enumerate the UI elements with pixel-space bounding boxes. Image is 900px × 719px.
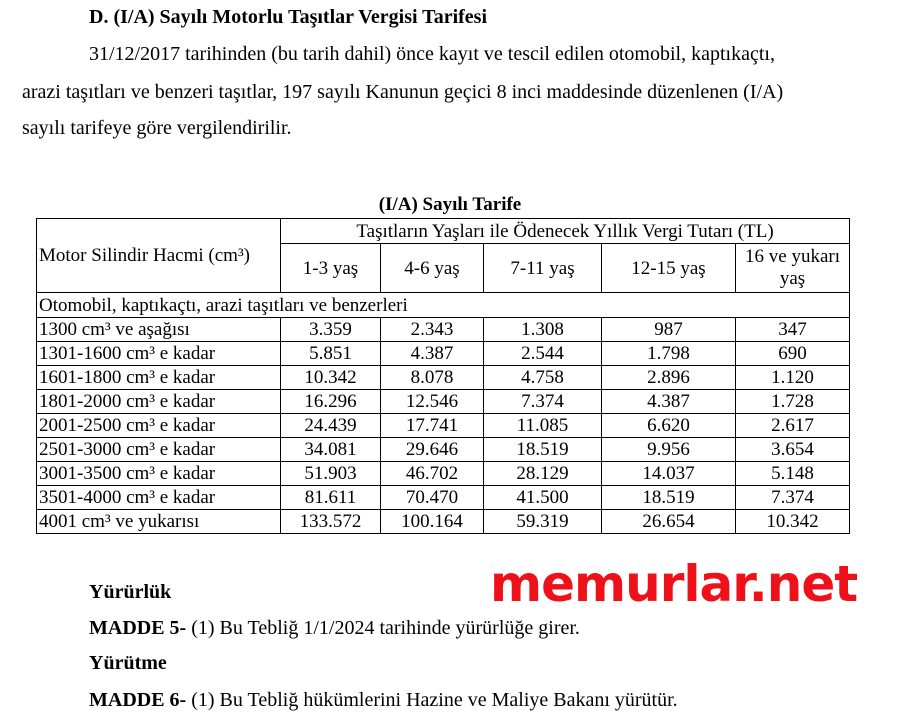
tax-amount-cell: 11.085 [484, 414, 602, 438]
engine-volume-header: Motor Silindir Hacmi (cm³) [37, 219, 281, 293]
table-title: (I/A) Sayılı Tarife [378, 194, 522, 215]
vehicle-category: Otomobil, kaptıkaçtı, arazi taşıtları ve benzerleri [37, 293, 850, 318]
memurlar-watermark-logo: memurlar.net [490, 555, 858, 613]
age-column-16-plus: 16 ve yukarı yaş [736, 244, 850, 293]
table-row [37, 366, 850, 390]
engine-volume-cell: 2001-2500 cm³ e kadar [37, 414, 281, 438]
tax-amount-cell: 10.342 [736, 510, 850, 534]
table-row [37, 318, 850, 342]
tax-amount-cell: 51.903 [281, 462, 381, 486]
execution-section-title: Yürütme [89, 652, 167, 674]
article-5-label: MADDE 5- [89, 617, 187, 639]
tax-amount-cell: 7.374 [484, 390, 602, 414]
tax-amount-cell: 4.387 [602, 390, 736, 414]
tax-amount-cell: 347 [736, 318, 850, 342]
tax-amount-cell: 7.374 [736, 486, 850, 510]
intro-line-3: sayılı tarifeye göre vergilendirilir. [22, 117, 292, 139]
engine-volume-cell: 3001-3500 cm³ e kadar [37, 462, 281, 486]
tax-amount-cell: 2.617 [736, 414, 850, 438]
engine-volume-cell: 1601-1800 cm³ e kadar [37, 366, 281, 390]
article-5 [89, 617, 580, 640]
annual-tax-header: Taşıtların Yaşları ile Ödenecek Yıllık Vergi Tutarı (TL) [281, 219, 850, 244]
tax-amount-cell: 6.620 [602, 414, 736, 438]
engine-volume-cell: 1801-2000 cm³ e kadar [37, 390, 281, 414]
age-column-1-3: 1-3 yaş [281, 244, 381, 293]
engine-volume-cell: 1300 cm³ ve aşağısı [37, 318, 281, 342]
tax-amount-cell: 18.519 [602, 486, 736, 510]
tax-amount-cell: 1.728 [736, 390, 850, 414]
tax-amount-cell: 690 [736, 342, 850, 366]
tax-amount-cell: 70.470 [381, 486, 484, 510]
tax-amount-cell: 81.611 [281, 486, 381, 510]
tax-amount-cell: 16.296 [281, 390, 381, 414]
intro-line-2: arazi taşıtları ve benzeri taşıtlar, 197 sayılı Kanunun geçici 8 inci maddesinde düzenlenen (I/A) [22, 81, 784, 103]
table-header-row [37, 219, 850, 244]
engine-volume-cell: 1301-1600 cm³ e kadar [37, 342, 281, 366]
tax-amount-cell: 987 [602, 318, 736, 342]
table-row [37, 414, 850, 438]
tariff-table [36, 218, 850, 534]
tax-amount-cell: 18.519 [484, 438, 602, 462]
tax-amount-cell: 46.702 [381, 462, 484, 486]
tax-amount-cell: 133.572 [281, 510, 381, 534]
engine-volume-cell: 3501-4000 cm³ e kadar [37, 486, 281, 510]
effect-section-title: Yürürlük [89, 581, 172, 603]
table-row [37, 486, 850, 510]
table-row [37, 510, 850, 534]
category-row [37, 293, 850, 318]
tax-amount-cell: 1.308 [484, 318, 602, 342]
tax-amount-cell: 59.319 [484, 510, 602, 534]
tax-amount-cell: 29.646 [381, 438, 484, 462]
tax-amount-cell: 4.387 [381, 342, 484, 366]
tax-amount-cell: 10.342 [281, 366, 381, 390]
engine-volume-cell: 2501-3000 cm³ e kadar [37, 438, 281, 462]
tax-amount-cell: 26.654 [602, 510, 736, 534]
table-row [37, 462, 850, 486]
article-5-text: (1) Bu Tebliğ 1/1/2024 tarihinde yürürlüğe girer. [186, 617, 580, 639]
intro-line-1: 31/12/2017 tarihinden (bu tarih dahil) önce kayıt ve tescil edilen otomobil, kaptıkaçtı, [89, 43, 775, 65]
tax-amount-cell: 12.546 [381, 390, 484, 414]
tax-amount-cell: 1.798 [602, 342, 736, 366]
tariff-body [37, 318, 850, 534]
engine-volume-cell: 4001 cm³ ve yukarısı [37, 510, 281, 534]
tax-amount-cell: 24.439 [281, 414, 381, 438]
tax-amount-cell: 28.129 [484, 462, 602, 486]
tax-amount-cell: 5.148 [736, 462, 850, 486]
table-row [37, 390, 850, 414]
tax-amount-cell: 14.037 [602, 462, 736, 486]
tax-amount-cell: 1.120 [736, 366, 850, 390]
tax-amount-cell: 2.343 [381, 318, 484, 342]
tax-amount-cell: 3.654 [736, 438, 850, 462]
tax-amount-cell: 34.081 [281, 438, 381, 462]
article-6-text: (1) Bu Tebliğ hükümlerini Hazine ve Maliye Bakanı yürütür. [186, 689, 678, 711]
tax-amount-cell: 2.544 [484, 342, 602, 366]
tax-amount-cell: 100.164 [381, 510, 484, 534]
tax-amount-cell: 8.078 [381, 366, 484, 390]
age-column-4-6: 4-6 yaş [381, 244, 484, 293]
tax-amount-cell: 4.758 [484, 366, 602, 390]
tax-amount-cell: 5.851 [281, 342, 381, 366]
age-column-7-11: 7-11 yaş [484, 244, 602, 293]
age-column-12-15: 12-15 yaş [602, 244, 736, 293]
article-6-label: MADDE 6- [89, 689, 187, 711]
tax-amount-cell: 2.896 [602, 366, 736, 390]
tax-amount-cell: 9.956 [602, 438, 736, 462]
article-6 [89, 689, 678, 712]
tax-amount-cell: 41.500 [484, 486, 602, 510]
table-row [37, 438, 850, 462]
tax-amount-cell: 17.741 [381, 414, 484, 438]
tax-amount-cell: 3.359 [281, 318, 381, 342]
document-heading: D. (I/A) Sayılı Motorlu Taşıtlar Vergisi Tarifesi [89, 6, 487, 28]
table-row [37, 342, 850, 366]
